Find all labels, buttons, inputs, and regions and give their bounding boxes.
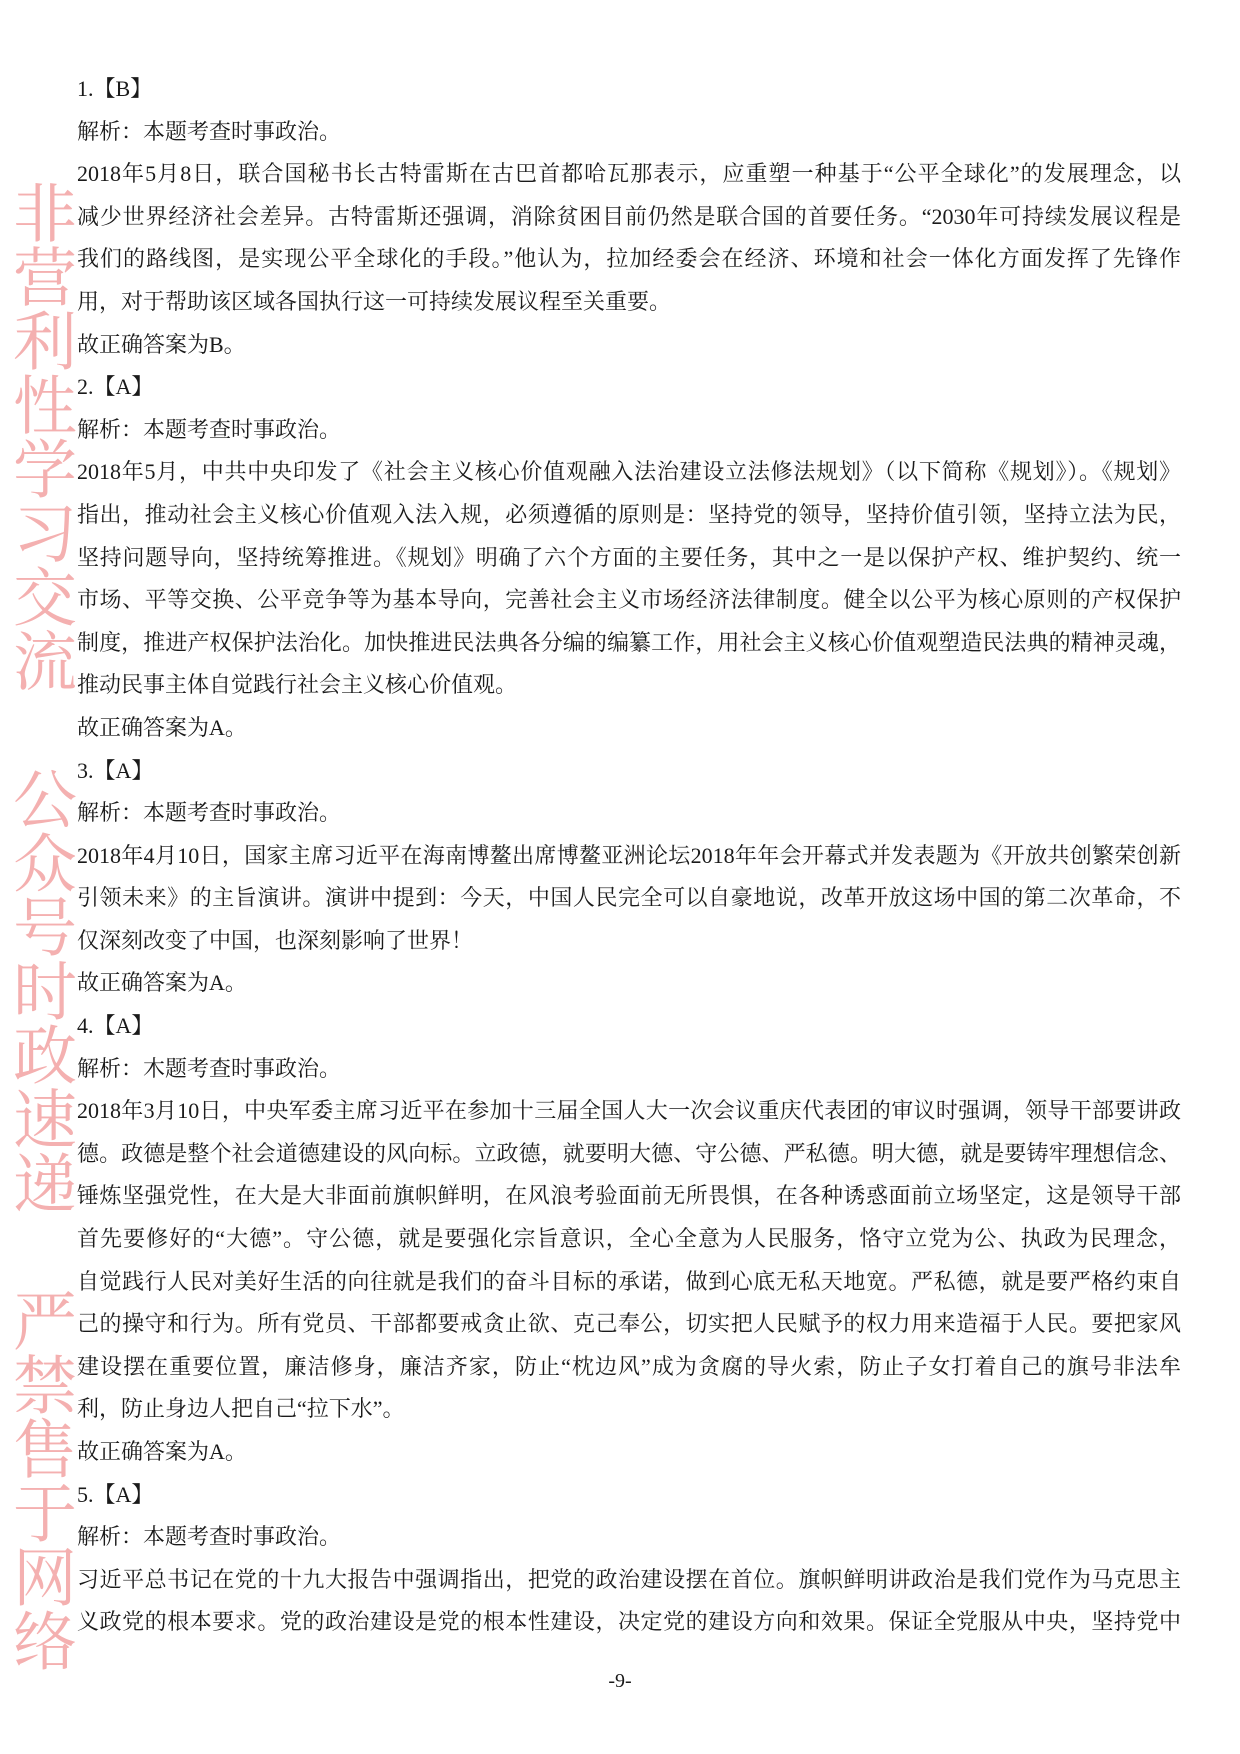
paragraph-line: 首先要修好的“大德”。守公德，就是要强化宗旨意识，全心全意为人民服务，恪守立党为公、执政为民理念，: [77, 1226, 1181, 1252]
paragraph-line: 我们的路线图，是实现公平全球化的手段。”他认为，拉加经委会在经济、环境和社会一体化方面发挥了先锋作: [77, 246, 1181, 272]
watermark: 非营利性学习交流 公众号时政速递 严禁售于网络: [2, 180, 76, 1672]
analysis-label: 解析：本题考查时事政治。: [77, 1524, 342, 1550]
paragraph-line: 减少世界经济社会差异。古特雷斯还强调，消除贫困目前仍然是联合国的首要任务。“2030年可持续发展议程是: [77, 203, 1181, 229]
paragraph-line: 2018年5月8日，联合国秘书长古特雷斯在古巴首都哈瓦那表示，应重塑一种基于“公平全球化”的发展理念，以: [77, 161, 1181, 187]
paragraph-line: 自觉践行人民对美好生活的向往就是我们的奋斗目标的承诺，做到心底无私天地宽。严私德，就是要严格约束自: [77, 1268, 1181, 1294]
answer-heading-4: 4.【A】: [77, 1013, 154, 1039]
paragraph-line: 2018年4月10日，国家主席习近平在海南博鳌出席博鳌亚洲论坛2018年年会开幕式并发表题为《开放共创繁荣创新: [77, 842, 1181, 868]
paragraph-line: 锤炼坚强党性，在大是大非面前旗帜鲜明，在风浪考验面前无所畏惧，在各种诱惑面前立场坚定，这是领导干部: [77, 1183, 1181, 1209]
paragraph-line: 引领未来》的主旨演讲。演讲中提到：今天，中国人民完全可以自豪地说，改革开放这场中国的第二次革命，不: [77, 885, 1181, 911]
page-number: -9-: [608, 1670, 632, 1692]
answer-heading-1: 1.【B】: [77, 76, 153, 101]
paragraph-line: 推动民事主体自觉践行社会主义核心价值观。: [77, 672, 518, 698]
paragraph-line: 仅深刻改变了中国，也深刻影响了世界！: [77, 927, 474, 953]
paragraph-line: 习近平总书记在党的十九大报告中强调指出，把党的政治建设摆在首位。旗帜鲜明讲政治是我们党作为马克思主: [77, 1566, 1181, 1592]
analysis-label: 解析：木题考查时事政治。: [77, 1055, 342, 1081]
paragraph-line: 指出，推动社会主义核心价值观入法入规，必须遵循的原则是：坚持党的领导，坚持价值引领，坚持立法为民，: [77, 501, 1181, 527]
paragraph-line: 己的操守和行为。所有党员、干部都要戒贪止欲、克己奉公，切实把人民赋予的权力用来造福于人民。要把家风: [77, 1311, 1181, 1337]
paragraph-line: 制度，推进产权保护法治化。加快推进民法典各分编的编纂工作，用社会主义核心价值观塑造民法典的精神灵魂，: [77, 629, 1181, 655]
paragraph-line: 用，对于帮助该区域各国执行这一可持续发展议程至关重要。: [77, 288, 672, 314]
paragraph-line: 2018年5月，中共中央印发了《社会主义核心价值观融入法治建设立法修法规划》（以下简称《规划》）。《规划》: [77, 459, 1181, 485]
analysis-label: 解析：本题考查时事政治。: [77, 118, 342, 144]
answer-conclusion: 故正确答案为A。: [77, 714, 247, 740]
answer-heading-2: 2.【A】: [77, 374, 154, 400]
answer-heading-3: 3.【A】: [77, 757, 154, 783]
analysis-label: 解析：本题考查时事政治。: [77, 800, 342, 826]
paragraph-line: 利，防止身边人把自己“拉下水”。: [77, 1396, 405, 1422]
analysis-label: 解析：本题考查时事政治。: [77, 416, 342, 442]
paragraph-line: 德。政德是整个社会道德建设的风向标。立政德，就要明大德、守公德、严私德。明大德，就是要铸牢理想信念、: [77, 1140, 1181, 1166]
answer-heading-5: 5.【A】: [77, 1481, 154, 1507]
paragraph-line: 建设摆在重要位置，廉洁修身，廉洁齐家，防止“枕边风”成为贪腐的导火索，防止子女打着自己的旗号非法牟: [77, 1353, 1181, 1379]
answer-explanations: [77, 68, 1181, 1644]
paragraph-line: 义政党的根本要求。党的政治建设是党的根本性建设，决定党的建设方向和效果。保证全党服从中央，坚持党中: [77, 1609, 1181, 1635]
paragraph-line: 市场、平等交换、公平竞争等为基本导向，完善社会主义市场经济法律制度。健全以公平为核心原则的产权保护: [77, 587, 1181, 613]
answer-conclusion: 故正确答案为B。: [77, 331, 246, 357]
answer-conclusion: 故正确答案为A。: [77, 1439, 247, 1464]
paragraph-line: 2018年3月10日，中央军委主席习近平在参加十三届全国人大一次会议重庆代表团的审议时强调，领导干部要讲政: [77, 1098, 1181, 1124]
paragraph-line: 坚持问题导向，坚持统筹推进。《规划》明确了六个方面的主要任务，其中之一是以保护产权、维护契约、统一: [77, 544, 1181, 570]
answer-conclusion: 故正确答案为A。: [77, 970, 247, 996]
